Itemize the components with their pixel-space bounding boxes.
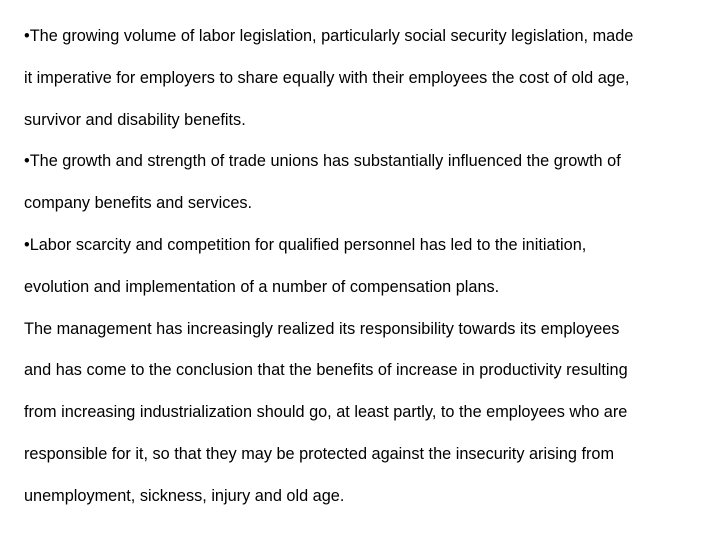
bullet-trade-unions-line-2: company benefits and services. <box>24 194 253 213</box>
management-paragraph-line-2: and has come to the conclusion that the benefits of increase in productivity resulting <box>24 361 628 380</box>
management-paragraph-line-3: from increasing industrialization should go, at least partly, to the employees who are <box>24 403 628 422</box>
bullet-labor-scarcity-line-2: evolution and implementation of a number of compensation plans. <box>24 277 500 296</box>
management-paragraph-line-4: responsible for it, so that they may be protected against the insecurity arising from <box>24 444 615 463</box>
bullet-labor-scarcity-line-1: •Labor scarcity and competition for qualified personnel has led to the initiation, <box>24 235 587 254</box>
bullet-legislation-line-3: survivor and disability benefits. <box>24 110 246 129</box>
slide-body <box>24 22 714 524</box>
management-paragraph-line-1: The management has increasingly realized its responsibility towards its employees <box>24 319 620 338</box>
bullet-trade-unions-line-1: •The growth and strength of trade unions has substantially influenced the growth of <box>24 152 621 171</box>
management-paragraph-line-5: unemployment, sickness, injury and old age. <box>24 486 345 505</box>
bullet-legislation-line-1: •The growing volume of labor legislation, particularly social security legislation, made <box>24 27 634 45</box>
bullet-legislation-line-2: it imperative for employers to share equally with their employees the cost of old age, <box>24 68 630 87</box>
